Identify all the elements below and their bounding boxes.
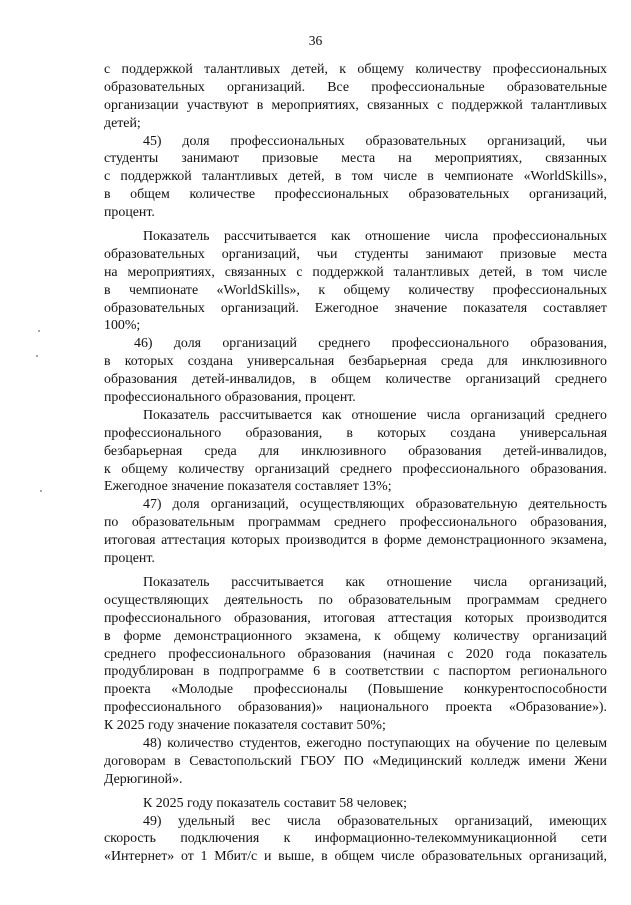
text-line: студенты занимают призовые места на мероприятиях, связанных — [104, 151, 607, 167]
text-line: осуществляющих деятельность по образовательным программам среднего — [104, 592, 607, 608]
text-line: проекта «Молодые профессионалы (Повышение конкурентоспособности — [104, 682, 607, 698]
text-line: процент. — [104, 205, 155, 221]
text-line: профессионального образования)» национального проекта «Образование»). — [104, 700, 607, 716]
text-line: 46) доля организаций среднего профессионального образования, — [134, 336, 607, 352]
text-line: итоговая аттестация которых производится в форме демонстрационного экзамена, — [104, 533, 607, 549]
text-line: в которых создана универсальная безбарьерная среда для инклюзивного — [104, 354, 607, 370]
text-line: профессионального образования, процент. — [104, 390, 356, 406]
text-line: безбарьерная среда для инклюзивного образования детей-инвалидов, — [104, 443, 607, 459]
text-line: процент. — [104, 551, 155, 567]
text-line: с поддержкой талантливых детей, в том числе в чемпионате «WorldSkills», — [104, 169, 607, 185]
text-line: договорам в Севастопольский ГБОУ ПО «Медицинский колледж имени Жени — [104, 753, 607, 769]
text-line: профессионального образования, итоговая аттестация которых производится — [104, 610, 607, 626]
text-line: Ежегодное значение показателя составляет 13%; — [104, 479, 392, 495]
text-line: 45) доля профессиональных образовательных организаций, чьи — [143, 133, 607, 149]
text-line: К 2025 году значение показателя составит 50%; — [104, 718, 386, 734]
text-line: среднего профессионального образования (начиная с 2020 года показатель — [104, 646, 607, 662]
text-line: «Интернет» от 1 Мбит/с и выше, в общем числе образовательных организаций, — [104, 849, 607, 865]
text-line: профессионального образования, в которых создана универсальная — [104, 425, 607, 441]
text-line: на мероприятиях, связанных с поддержкой талантливых детей, в том числе — [104, 264, 607, 280]
text-line: образовательных организаций. Ежегодное значение показателя составляет — [104, 300, 607, 316]
text-line: скорость подключения к информационно-телекоммуникационной сети — [104, 831, 607, 847]
body-text — [104, 61, 607, 866]
text-line: 49) удельный вес числа образовательных организаций, имеющих — [143, 813, 607, 829]
text-line: Показатель рассчитывается как отношение числа организаций среднего — [143, 407, 607, 423]
text-line: образовательных организаций. Все профессиональные образовательные — [104, 79, 607, 95]
text-line: организации участвуют в мероприятиях, связанных с поддержкой талантливых — [104, 97, 607, 113]
text-line: детей; — [104, 115, 141, 131]
text-line: К 2025 году показатель составит 58 человек; — [143, 795, 407, 811]
text-line: 47) доля организаций, осуществляющих образовательную деятельность — [143, 497, 607, 513]
text-line: в форме демонстрационного экзамена, к общему количеству организаций — [104, 628, 607, 644]
text-line: 48) количество студентов, ежегодно поступающих на обучение по целевым — [143, 735, 607, 751]
scan-artifact — [38, 330, 40, 332]
text-line: по образовательным программам среднего профессионального образования, — [104, 515, 607, 531]
text-line: с поддержкой талантливых детей, к общему количеству профессиональных — [104, 62, 607, 77]
text-line: продублирован в подпрограмме 6 в соответствии с паспортом регионального — [104, 664, 607, 680]
text-line: Показатель рассчитывается как отношение числа профессиональных — [143, 229, 607, 245]
page-number: 36 — [308, 33, 323, 48]
text-line: в общем количестве профессиональных образовательных организаций, — [104, 187, 607, 203]
text-line: Дерюгиной». — [104, 771, 183, 787]
text-line: образования детей-инвалидов, в общем количестве организаций среднего — [104, 372, 607, 388]
text-line: 100%; — [104, 318, 141, 334]
text-line: к общему количеству организаций среднего профессионального образования. — [104, 461, 607, 477]
text-line: Показатель рассчитывается как отношение числа организаций, — [143, 574, 607, 590]
scan-artifact — [36, 355, 38, 357]
text-line: образовательных организаций, чьи студенты занимают призовые места — [104, 246, 607, 262]
text-line: в чемпионате «WorldSkills», к общему количеству профессиональных — [104, 282, 607, 298]
scan-artifact — [40, 490, 42, 492]
